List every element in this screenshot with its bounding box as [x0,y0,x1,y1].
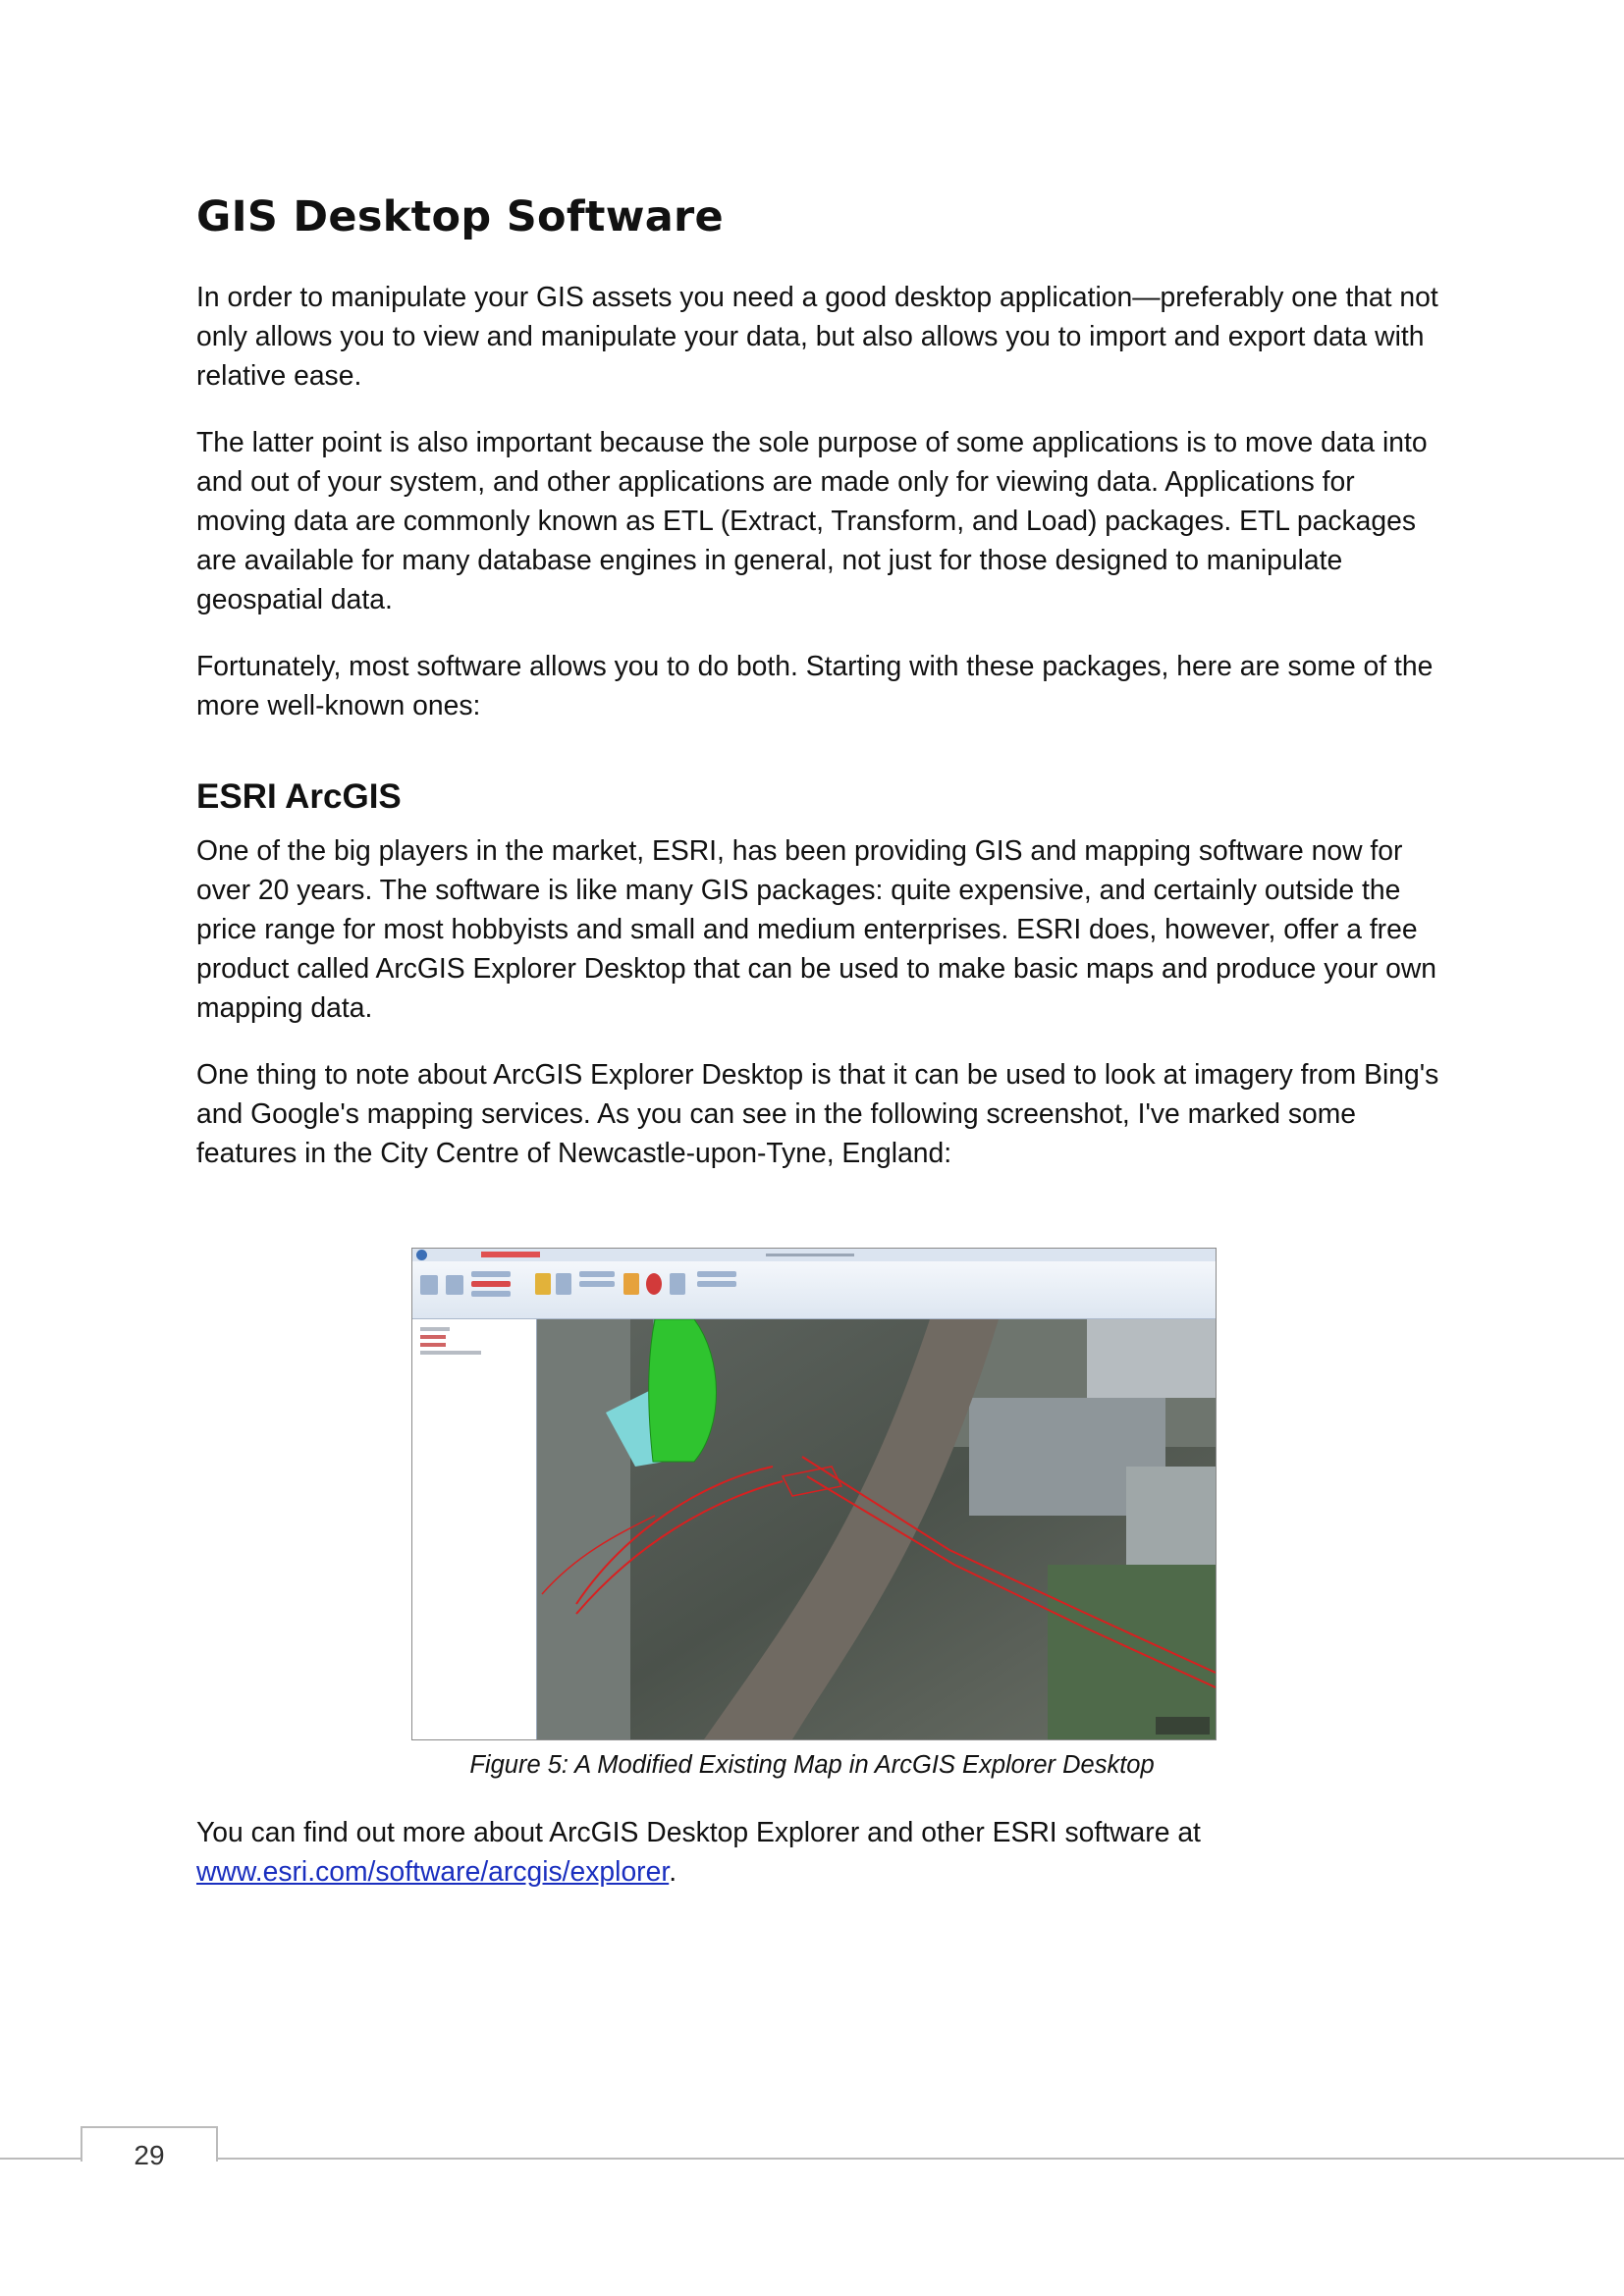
tab-strip [481,1252,540,1257]
ribbon-button[interactable] [556,1273,571,1295]
page-number: 29 [134,2140,165,2170]
ribbon-button[interactable] [579,1271,615,1277]
arcgis-explorer-screenshot [411,1248,1217,1740]
industrial-roofs [1087,1319,1216,1398]
app-titlebar [412,1249,1216,1261]
ribbon-button[interactable] [471,1291,511,1297]
ribbon-button[interactable] [535,1273,551,1295]
ribbon-button[interactable] [697,1281,736,1287]
app-orb-icon [416,1250,427,1260]
ribbon-toolbar [412,1261,1216,1319]
paragraph-5: One thing to note about ArcGIS Explorer Desktop is that it can be used to look at imagery from Bing's and Google's mapping services. As you can see in the following screenshot, I've marked some features in the City Centre of Newcastle-upon-Tyne, England: [196,1058,1439,1168]
closing-paragraph [196,1812,1443,1891]
ribbon-button[interactable] [697,1271,736,1277]
toc-item[interactable] [420,1335,446,1339]
building-block [537,1319,630,1739]
esri-logo [1156,1717,1210,1735]
esri-explorer-link[interactable]: www.esri.com/software/arcgis/explorer [196,1855,670,1887]
page-content [196,192,1443,1200]
ribbon-button[interactable] [579,1281,615,1287]
ribbon-button[interactable] [446,1275,463,1295]
ribbon-button[interactable] [471,1271,511,1277]
paragraph-4: One of the big players in the market, ESRI, has been providing GIS and mapping software now for over 20 years. The software is like many GIS packages: quite expensive, and certainly outside the price range for most hobbyists and small and medium enterprises. ESRI does, however, offer a free product called ArcGIS Explorer Desktop that can be used to make basic maps and produce your own mapping data. [196,834,1437,1023]
contents-panel [412,1319,537,1739]
footer-rule [0,2158,1624,2160]
highlighted-area-green [649,1319,717,1462]
ribbon-button[interactable] [646,1273,662,1295]
page-title: GIS Desktop Software [196,192,725,241]
figure-caption: Figure 5: A Modified Existing Map in ArcGIS Explorer Desktop [469,1751,1155,1779]
green-area [1048,1565,1216,1739]
paragraph-1: In order to manipulate your GIS assets you need a good desktop application—preferably one that not only allows you to view and manipulate your data, but also allows you to import and export data with relative ease. [196,281,1438,391]
toc-item[interactable] [420,1343,446,1347]
toc-item[interactable] [420,1327,450,1331]
paragraph-3: Fortunately, most software allows you to do both. Starting with these packages, here are some of the more well-known ones: [196,650,1434,721]
ribbon-button[interactable] [670,1273,685,1295]
section-heading: ESRI ArcGIS [196,777,402,816]
window-title [766,1254,854,1256]
ribbon-button[interactable] [420,1275,438,1295]
ribbon-button[interactable] [471,1281,511,1287]
closing-punctuation: . [669,1855,677,1887]
toc-item[interactable] [420,1351,481,1355]
paragraph-2: The latter point is also important because the sole purpose of some applications is to move data into and out of your system, and other applications are made only for viewing data. Applications for moving data are commonly known as ETL (Extract, Transform, and Load) packages. ETL packages are available for many database engines in general, not just for those designed to manipulate geospatial data. [196,426,1428,614]
ribbon-button[interactable] [623,1273,639,1295]
aerial-map-view[interactable] [537,1319,1216,1739]
closing-text: You can find out more about ArcGIS Desktop Explorer and other ESRI software at [196,1816,1201,1847]
